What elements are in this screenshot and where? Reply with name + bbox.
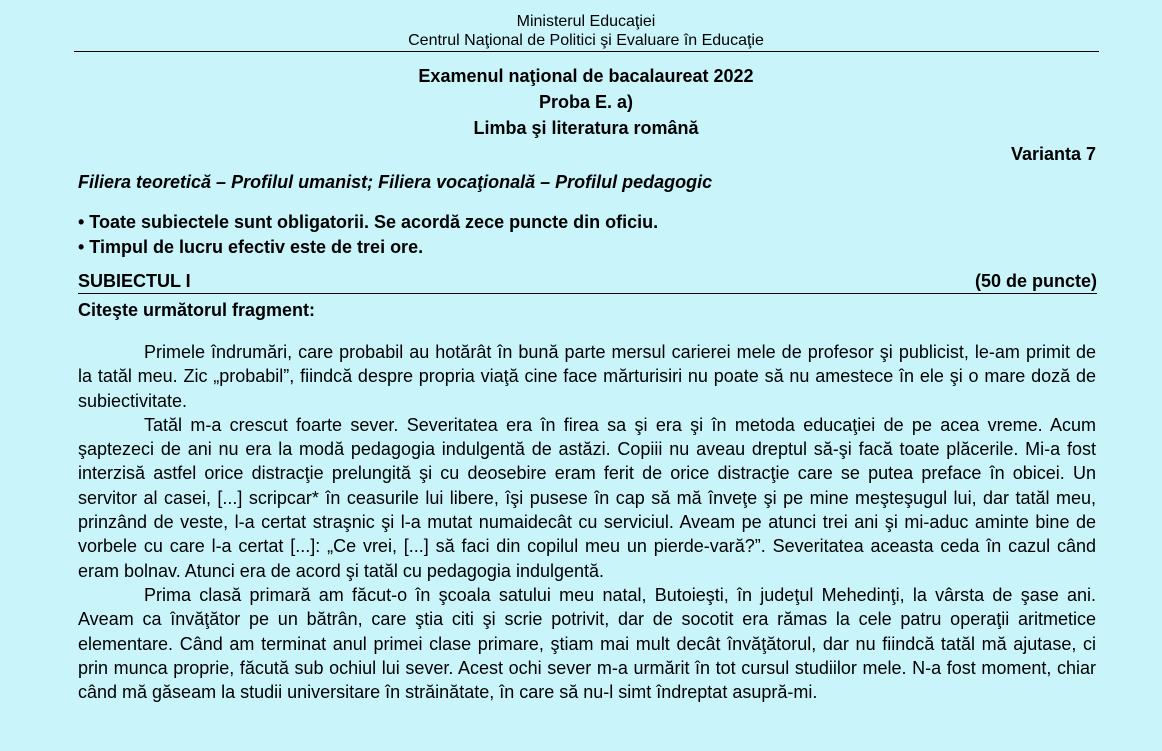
paragraph: Primele îndrumări, care probabil au hotărât în bună parte mersul carierei mele de profesor şi publicist, le-am primit de la tatăl meu. Zic „probabil”, fiindcă despre propria viaţă cine face mărturisiri nu poate să nu amestece în ele şi o mare doză de subiectivitate. xyxy=(78,342,1096,411)
filiera-label: Filiera teoretică – Profilul umanist; Filiera vocaţională – Profilul pedagogic xyxy=(78,172,713,192)
header-divider xyxy=(74,51,1099,52)
exam-subject: Limba şi literatura română xyxy=(473,118,699,138)
paragraph: Prima clasă primară am făcut-o în şcoala satului meu natal, Butoieşti, în judeţul Mehedinţi, la vârsta de şase ani. Aveam ca învăţător pe un bătrân, care ştia citi şi scrie potrivit, dar de socotit era rămas la cele patru operaţii aritmetice elementare. Când am terminat anul primei clase primare, ştiam mai mult decât învăţătorul, dar nu fiindcă tatăl mă ajutase, ci prin munca proprie, făcută sub ochiul lui sever. Acest ochi sever m-a urmărit în tot cursul studiilor mele. N-a fost moment, chiar când mă găseam la studii universitare în străinătate, în care să nu-l simt îndreptat asupră-mi. xyxy=(78,584,1096,703)
instructions-list xyxy=(78,210,658,260)
paragraph: Tatăl m-a crescut foarte sever. Severitatea era în firea sa şi era şi în metoda educaţiei de pe acea vreme. Acum şaptezeci de ani nu era la modă pedagogia indulgentă de astăzi. Copiii nu aveau dreptul să-şi facă toate plăcerile. Mi-a fost interzisă astfel orice distracţie prelungită şi cu deosebire eram ferit de orice distracţie care se putea preface în obicei. Un servitor al casei, [...] scripcar* în ceasurile lui libere, îşi pusese în cap să mă înveţe şi pe mine meşteşugul lui, dar tatăl meu, prinzând de veste, l-a certat straşnic şi l-a mutat numaidecât cu serviciul. Aveam pe atunci trei ani şi mi-aduc aminte bine de vorbele cu care l-a certat [...]: „Ce vrei, [...] să faci din copilul meu un pierde-vară?”. Severitatea aceasta ceda în cazul când eram bolnav. Atunci era de acord şi tatăl cu pedagogia indulgentă. xyxy=(78,414,1096,581)
ministry-name: Ministerul Educaţiei xyxy=(516,13,656,30)
section-header xyxy=(78,269,1097,294)
fragment-text xyxy=(78,340,1096,704)
reading-instruction: Citeşte următorul fragment: xyxy=(78,300,316,320)
section-points: (50 de puncte) xyxy=(974,271,1097,291)
center-name: Centrul Naţional de Politici şi Evaluare în Educaţie xyxy=(408,32,764,49)
exam-title: Examenul naţional de bacalaureat 2022 xyxy=(418,66,754,86)
variant-label: Varianta 7 xyxy=(1010,144,1096,164)
exam-proba: Proba E. a) xyxy=(538,92,634,112)
exam-titles xyxy=(0,63,1162,141)
section-title: SUBIECTUL I xyxy=(78,271,191,291)
instruction-item: • Timpul de lucru efectiv este de trei ore. xyxy=(78,237,424,257)
instruction-item: • Toate subiectele sunt obligatorii. Se acordă zece puncte din oficiu. xyxy=(78,212,659,232)
institution-header xyxy=(0,12,1162,50)
